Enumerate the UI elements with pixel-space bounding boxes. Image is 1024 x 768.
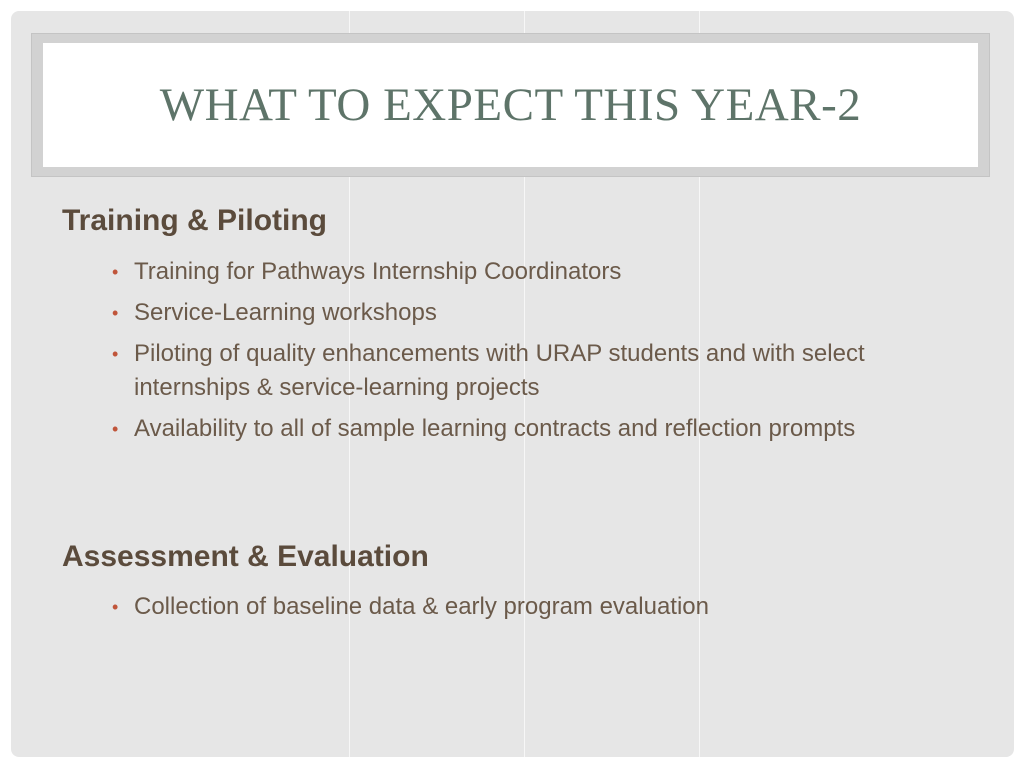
bullet-icon: • [112,419,119,439]
bullet-item [112,412,972,446]
bullet-icon: • [112,303,119,323]
slide-title: WHAT TO EXPECT THIS YEAR-2 [159,78,862,131]
bullet-item [112,255,972,289]
bullet-item [112,296,972,330]
bullet-item [112,337,972,405]
bullet-text: Collection of baseline data & early program evaluation [134,593,710,620]
bullet-item [112,590,972,624]
bullet-text: Service-Learning workshops [134,299,437,326]
bullet-icon: • [112,597,119,617]
bullet-text: Piloting of quality enhancements with URAP students and with select internships & service-learning projects [134,340,865,401]
title-frame [31,33,990,177]
bullet-text: Training for Pathways Internship Coordinators [134,258,622,285]
bullet-list-training [112,255,972,453]
section-heading-training: Training & Piloting [62,204,327,237]
bullet-icon: • [112,344,119,364]
section-heading-assessment: Assessment & Evaluation [62,540,429,573]
bullet-text: Availability to all of sample learning contracts and reflection prompts [134,415,856,442]
slide [11,11,1014,757]
title-box [43,43,978,167]
bullet-icon: • [112,262,119,282]
bullet-list-assessment [112,590,972,631]
